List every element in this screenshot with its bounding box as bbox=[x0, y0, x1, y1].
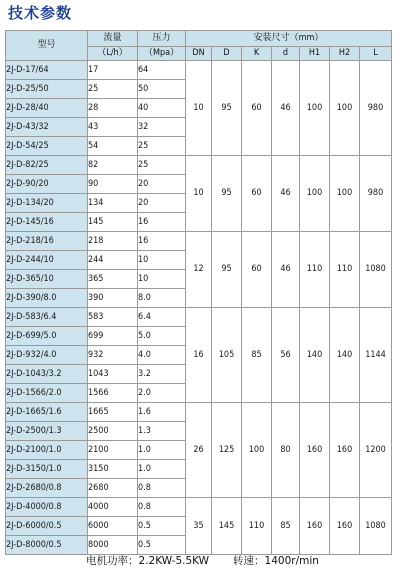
pressure-cell: 10 bbox=[138, 251, 186, 270]
dim-cell-dn: 12 bbox=[186, 232, 212, 308]
dim-cell-k: 110 bbox=[242, 498, 272, 555]
flow-cell: 134 bbox=[88, 194, 138, 213]
dim-cell-h2: 140 bbox=[330, 308, 360, 403]
header-d-inner: d bbox=[272, 47, 300, 61]
header-install-dims: 安装尺寸（mm） bbox=[186, 31, 392, 47]
pressure-cell: 5.0 bbox=[138, 327, 186, 346]
header-pressure-unit: （Mpa） bbox=[138, 47, 186, 61]
flow-cell: 4000 bbox=[88, 498, 138, 517]
flow-cell: 365 bbox=[88, 270, 138, 289]
table-header bbox=[6, 31, 392, 61]
model-cell: 2J-D-6000/0.5 bbox=[6, 517, 88, 536]
pressure-cell: 3.2 bbox=[138, 365, 186, 384]
pressure-cell: 16 bbox=[138, 232, 186, 251]
header-k: K bbox=[242, 47, 272, 61]
flow-cell: 8000 bbox=[88, 536, 138, 555]
dim-cell-l: 980 bbox=[360, 156, 392, 232]
dim-cell-h2: 110 bbox=[330, 232, 360, 308]
pressure-cell: 0.8 bbox=[138, 498, 186, 517]
header-d-outer: D bbox=[212, 47, 242, 61]
dim-cell-d: 46 bbox=[272, 61, 300, 156]
model-cell: 2J-D-1665/1.6 bbox=[6, 403, 88, 422]
page-title: 技术参数 bbox=[8, 4, 73, 22]
pressure-cell: 0.5 bbox=[138, 536, 186, 555]
model-cell: 2J-D-699/5.0 bbox=[6, 327, 88, 346]
model-cell: 2J-D-82/25 bbox=[6, 156, 88, 175]
header-flow-unit: （L/h） bbox=[88, 47, 138, 61]
header-h1: H1 bbox=[300, 47, 330, 61]
flow-cell: 1566 bbox=[88, 384, 138, 403]
flow-cell: 1043 bbox=[88, 365, 138, 384]
pressure-cell: 1.3 bbox=[138, 422, 186, 441]
dim-cell-l: 1080 bbox=[360, 232, 392, 308]
table-row bbox=[6, 403, 392, 422]
model-cell: 2J-D-1043/3.2 bbox=[6, 365, 88, 384]
pressure-cell: 20 bbox=[138, 194, 186, 213]
dim-cell-h1: 160 bbox=[300, 498, 330, 555]
model-cell: 2J-D-932/4.0 bbox=[6, 346, 88, 365]
dim-cell-d: 80 bbox=[272, 403, 300, 498]
model-cell: 2J-D-28/40 bbox=[6, 99, 88, 118]
model-cell: 2J-D-2100/1.0 bbox=[6, 441, 88, 460]
model-cell: 2J-D-390/8.0 bbox=[6, 289, 88, 308]
model-cell: 2J-D-25/50 bbox=[6, 80, 88, 99]
dim-cell-dn: 26 bbox=[186, 403, 212, 498]
header-flow: 流量 bbox=[88, 31, 138, 47]
pressure-cell: 25 bbox=[138, 137, 186, 156]
flow-cell: 1665 bbox=[88, 403, 138, 422]
table-row bbox=[6, 308, 392, 327]
pressure-cell: 8.0 bbox=[138, 289, 186, 308]
dim-cell-d: 46 bbox=[272, 232, 300, 308]
table-row bbox=[6, 498, 392, 517]
header-model: 型号 bbox=[6, 31, 88, 61]
flow-cell: 3150 bbox=[88, 460, 138, 479]
flow-cell: 17 bbox=[88, 61, 138, 80]
pressure-cell: 32 bbox=[138, 118, 186, 137]
model-cell: 2J-D-3150/1.0 bbox=[6, 460, 88, 479]
header-h2: H2 bbox=[330, 47, 360, 61]
flow-cell: 25 bbox=[88, 80, 138, 99]
dim-cell-l: 1200 bbox=[360, 403, 392, 498]
flow-cell: 28 bbox=[88, 99, 138, 118]
table-row bbox=[6, 61, 392, 80]
motor-power-text: 电机功率：2.2KW-5.5KW bbox=[86, 555, 210, 567]
header-dn: DN bbox=[186, 47, 212, 61]
dim-cell-h2: 100 bbox=[330, 156, 360, 232]
flow-cell: 145 bbox=[88, 213, 138, 232]
header-pressure: 压力 bbox=[138, 31, 186, 47]
pressure-cell: 50 bbox=[138, 80, 186, 99]
dim-cell-k: 60 bbox=[242, 61, 272, 156]
table-row bbox=[6, 156, 392, 175]
dim-cell-k: 60 bbox=[242, 156, 272, 232]
dim-cell-dn: 35 bbox=[186, 498, 212, 555]
flow-cell: 90 bbox=[88, 175, 138, 194]
flow-cell: 2100 bbox=[88, 441, 138, 460]
dim-cell-k: 60 bbox=[242, 232, 272, 308]
model-cell: 2J-D-2680/0.8 bbox=[6, 479, 88, 498]
model-cell: 2J-D-8000/0.5 bbox=[6, 536, 88, 555]
footer-specs bbox=[86, 553, 319, 568]
pressure-cell: 1.0 bbox=[138, 460, 186, 479]
dim-cell-h1: 110 bbox=[300, 232, 330, 308]
flow-cell: 6000 bbox=[88, 517, 138, 536]
speed-text: 转速：1400r/min bbox=[233, 555, 319, 567]
model-cell: 2J-D-54/25 bbox=[6, 137, 88, 156]
flow-cell: 932 bbox=[88, 346, 138, 365]
pressure-cell: 0.8 bbox=[138, 479, 186, 498]
dim-cell-dn: 10 bbox=[186, 156, 212, 232]
flow-cell: 2680 bbox=[88, 479, 138, 498]
model-cell: 2J-D-365/10 bbox=[6, 270, 88, 289]
dim-cell-dn: 10 bbox=[186, 61, 212, 156]
model-cell: 2J-D-90/20 bbox=[6, 175, 88, 194]
model-cell: 2J-D-43/32 bbox=[6, 118, 88, 137]
dim-cell-d: 85 bbox=[272, 498, 300, 555]
model-cell: 2J-D-134/20 bbox=[6, 194, 88, 213]
pressure-cell: 25 bbox=[138, 156, 186, 175]
dim-cell-d: 56 bbox=[272, 308, 300, 403]
pressure-cell: 16 bbox=[138, 213, 186, 232]
dim-cell-l: 1144 bbox=[360, 308, 392, 403]
table-row bbox=[6, 232, 392, 251]
flow-cell: 2500 bbox=[88, 422, 138, 441]
dim-cell-h2: 100 bbox=[330, 61, 360, 156]
dim-cell-l: 1080 bbox=[360, 498, 392, 555]
spec-table bbox=[5, 30, 392, 555]
table-body bbox=[6, 61, 392, 555]
pressure-cell: 1.6 bbox=[138, 403, 186, 422]
pressure-cell: 20 bbox=[138, 175, 186, 194]
model-cell: 2J-D-218/16 bbox=[6, 232, 88, 251]
flow-cell: 390 bbox=[88, 289, 138, 308]
pressure-cell: 4.0 bbox=[138, 346, 186, 365]
dim-cell-d: 145 bbox=[212, 498, 242, 555]
pressure-cell: 0.5 bbox=[138, 517, 186, 536]
flow-cell: 82 bbox=[88, 156, 138, 175]
dim-cell-h1: 100 bbox=[300, 61, 330, 156]
dim-cell-h2: 160 bbox=[330, 403, 360, 498]
dim-cell-k: 100 bbox=[242, 403, 272, 498]
flow-cell: 54 bbox=[88, 137, 138, 156]
model-cell: 2J-D-4000/0.8 bbox=[6, 498, 88, 517]
dim-cell-h1: 100 bbox=[300, 156, 330, 232]
dim-cell-d: 95 bbox=[212, 156, 242, 232]
flow-cell: 218 bbox=[88, 232, 138, 251]
dim-cell-d: 95 bbox=[212, 61, 242, 156]
dim-cell-d: 95 bbox=[212, 232, 242, 308]
dim-cell-h1: 160 bbox=[300, 403, 330, 498]
pressure-cell: 1.0 bbox=[138, 441, 186, 460]
dim-cell-d: 46 bbox=[272, 156, 300, 232]
pressure-cell: 6.4 bbox=[138, 308, 186, 327]
pressure-cell: 64 bbox=[138, 61, 186, 80]
model-cell: 2J-D-583/6.4 bbox=[6, 308, 88, 327]
dim-cell-d: 105 bbox=[212, 308, 242, 403]
model-cell: 2J-D-17/64 bbox=[6, 61, 88, 80]
pressure-cell: 10 bbox=[138, 270, 186, 289]
flow-cell: 43 bbox=[88, 118, 138, 137]
flow-cell: 699 bbox=[88, 327, 138, 346]
header-l: L bbox=[360, 47, 392, 61]
model-cell: 2J-D-145/16 bbox=[6, 213, 88, 232]
dim-cell-d: 125 bbox=[212, 403, 242, 498]
dim-cell-dn: 16 bbox=[186, 308, 212, 403]
flow-cell: 244 bbox=[88, 251, 138, 270]
pressure-cell: 2.0 bbox=[138, 384, 186, 403]
dim-cell-h2: 160 bbox=[330, 498, 360, 555]
pressure-cell: 40 bbox=[138, 99, 186, 118]
dim-cell-l: 980 bbox=[360, 61, 392, 156]
dim-cell-k: 85 bbox=[242, 308, 272, 403]
model-cell: 2J-D-2500/1.3 bbox=[6, 422, 88, 441]
dim-cell-h1: 140 bbox=[300, 308, 330, 403]
model-cell: 2J-D-1566/2.0 bbox=[6, 384, 88, 403]
model-cell: 2J-D-244/10 bbox=[6, 251, 88, 270]
flow-cell: 583 bbox=[88, 308, 138, 327]
